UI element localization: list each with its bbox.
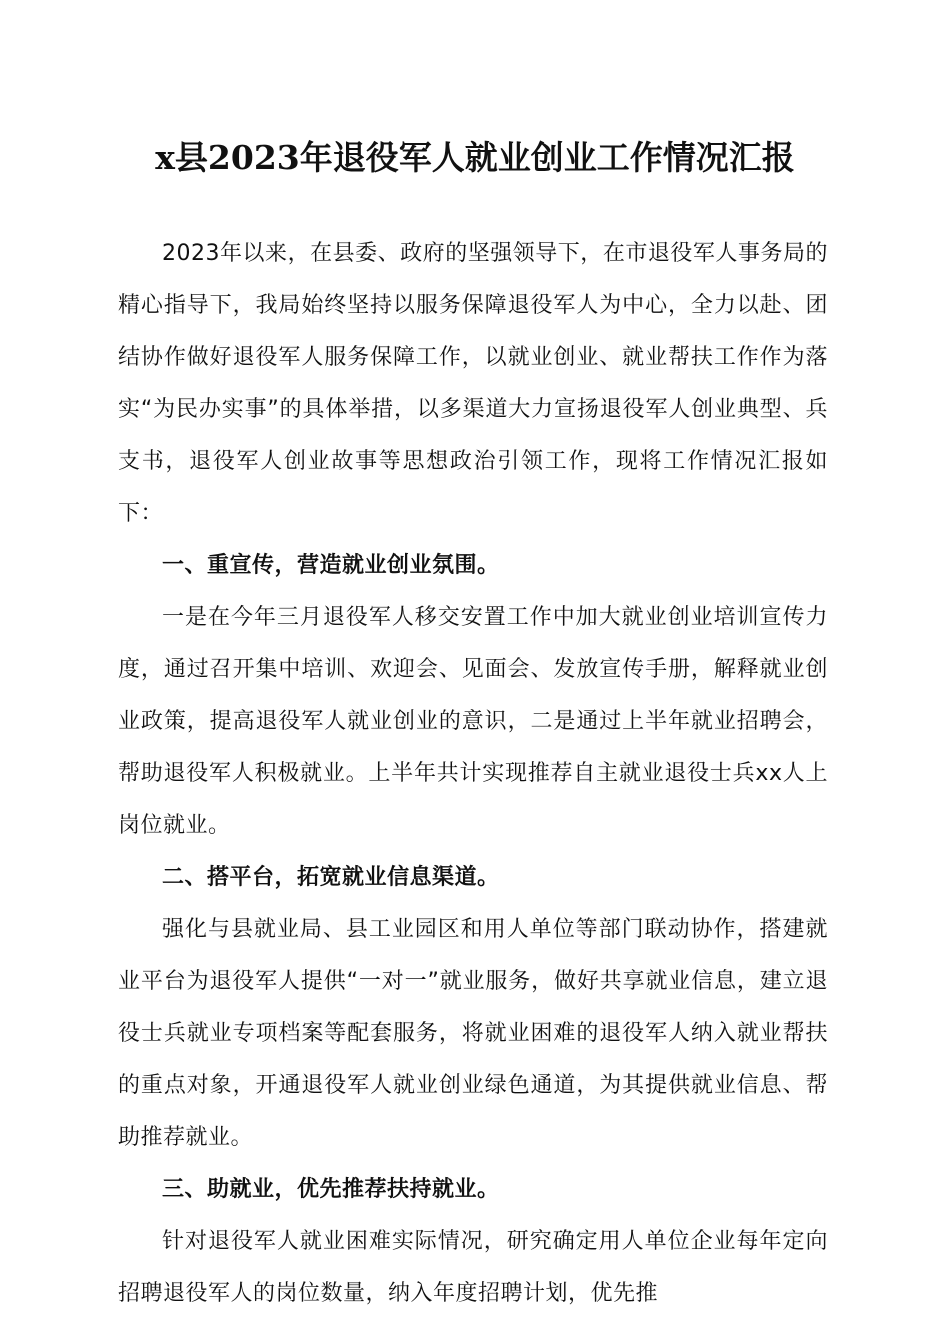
section-paragraph-3: 针对退役军人就业困难实际情况，研究确定用人单位企业每年定向招聘退役军人的岗位数量，纳入年度招聘计划，优先推: [118, 1229, 828, 1306]
section-heading-3: 三、助就业，优先推荐扶持就业。: [162, 1177, 500, 1202]
document-body: [118, 228, 828, 1320]
intro-paragraph: 2023年以来，在县委、政府的坚强领导下，在市退役军人事务局的精心指导下，我局始终坚持以服务保障退役军人为中心，全力以赴、团结协作做好退役军人服务保障工作，以就业创业、就业帮扶工作作为落实“为民办实事”的具体举措，以多渠道大力宣扬退役军人创业典型、兵支书，退役军人创业故事等思想政治引领工作，现将工作情况汇报如下：: [118, 241, 828, 526]
section-heading-2: 二、搭平台，拓宽就业信息渠道。: [162, 865, 500, 890]
document-title: x县2023年退役军人就业创业工作情况汇报: [155, 138, 795, 177]
section-paragraph-2: 强化与县就业局、县工业园区和用人单位等部门联动协作，搭建就业平台为退役军人提供“一对一”就业服务，做好共享就业信息，建立退役士兵就业专项档案等配套服务，将就业困难的退役军人纳入就业帮扶的重点对象，开通退役军人就业创业绿色通道，为其提供就业信息、帮助推荐就业。: [118, 917, 828, 1150]
section-heading-1: 一、重宣传，营造就业创业氛围。: [162, 553, 500, 578]
section-paragraph-1: 一是在今年三月退役军人移交安置工作中加大就业创业培训宣传力度，通过召开集中培训、欢迎会、见面会、发放宣传手册，解释就业创业政策，提高退役军人就业创业的意识，二是通过上半年就业招聘会，帮助退役军人积极就业。上半年共计实现推荐自主就业退役士兵xx人上岗位就业。: [118, 605, 828, 838]
